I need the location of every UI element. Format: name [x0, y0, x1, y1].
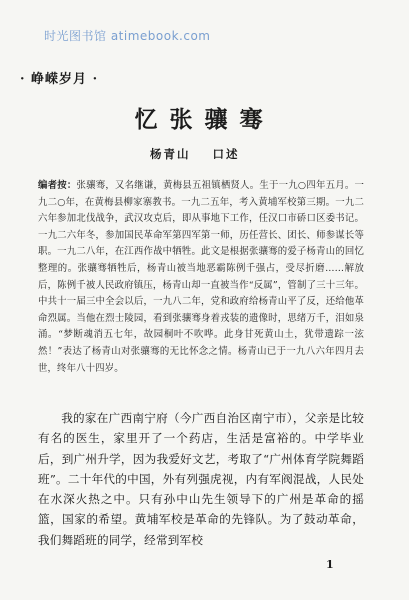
series-header: · 峥嵘岁月 ·: [20, 72, 99, 87]
narrator-role: 口述: [212, 147, 240, 161]
page-number: 1: [326, 558, 334, 571]
editor-note: [38, 178, 364, 377]
body-text: [38, 408, 364, 550]
narrator-line: [150, 146, 240, 162]
body-paragraph: 我的家在广西南宁府（今广西自治区南宁市），父亲是比较有名的医生，家里开了一个药店，生活是富裕的。中学毕业后，到广州升学，因为我爱好文艺，考取了“广州体育学院舞蹈班”。二十年代的中国，外有列强虎视，内有军阀混战，人民处在水深火热之中。只有孙中山先生领导下的广州是革命的摇篮，国家的希望。黄埔军校是革命的先锋队。为了鼓动革命，我们舞蹈班的同学，经常到军校: [38, 411, 364, 547]
article-title: 忆张骧骞: [134, 107, 275, 133]
editor-note-text: 张骧骞，又名继谦，黄梅县五祖镇栖贤人。生于一九○四年五月。一九二○年，在黄梅县柳家寨教书。一九二五年，考入黄埔军校第三期。一九二六年参加北伐战争，武汉攻克后，即从事地下工作，任汉口市硚口区委书记。一九二六年冬，参加国民革命军第四军第一师，历任营长、团长、师参谋长等职。一九二八年，在江西作战中牺牲。此文是根据张骧骞的爱子杨青山的回忆整理的。张骧骞牺牲后，杨青山被当地恶霸陈例千强占，受尽折磨……解放后，陈例千被人民政府镇压，杨青山却一直被当作“反属”，管制了三十三年。中共十一届三中全会以后，一九八二年，党和政府给杨青山平了反，还给他革命烈属。当他在烈士陵园，看到张骧骞身着戎装的遗像时，思绪万千，泪如泉涌。“梦断魂消五七年，故园桐叶不吹哗。此身甘死黄山土，犹带遗踪一泫然！”表达了杨青山对张骧骞的无比怀念之情。杨青山已于一九八六年四月去世，终年八十四岁。: [38, 180, 364, 374]
watermark: 时光图书馆 atimebook.com: [44, 29, 211, 43]
narrator-name: 杨青山: [150, 147, 191, 161]
editor-note-label: 编者按：: [38, 180, 77, 191]
